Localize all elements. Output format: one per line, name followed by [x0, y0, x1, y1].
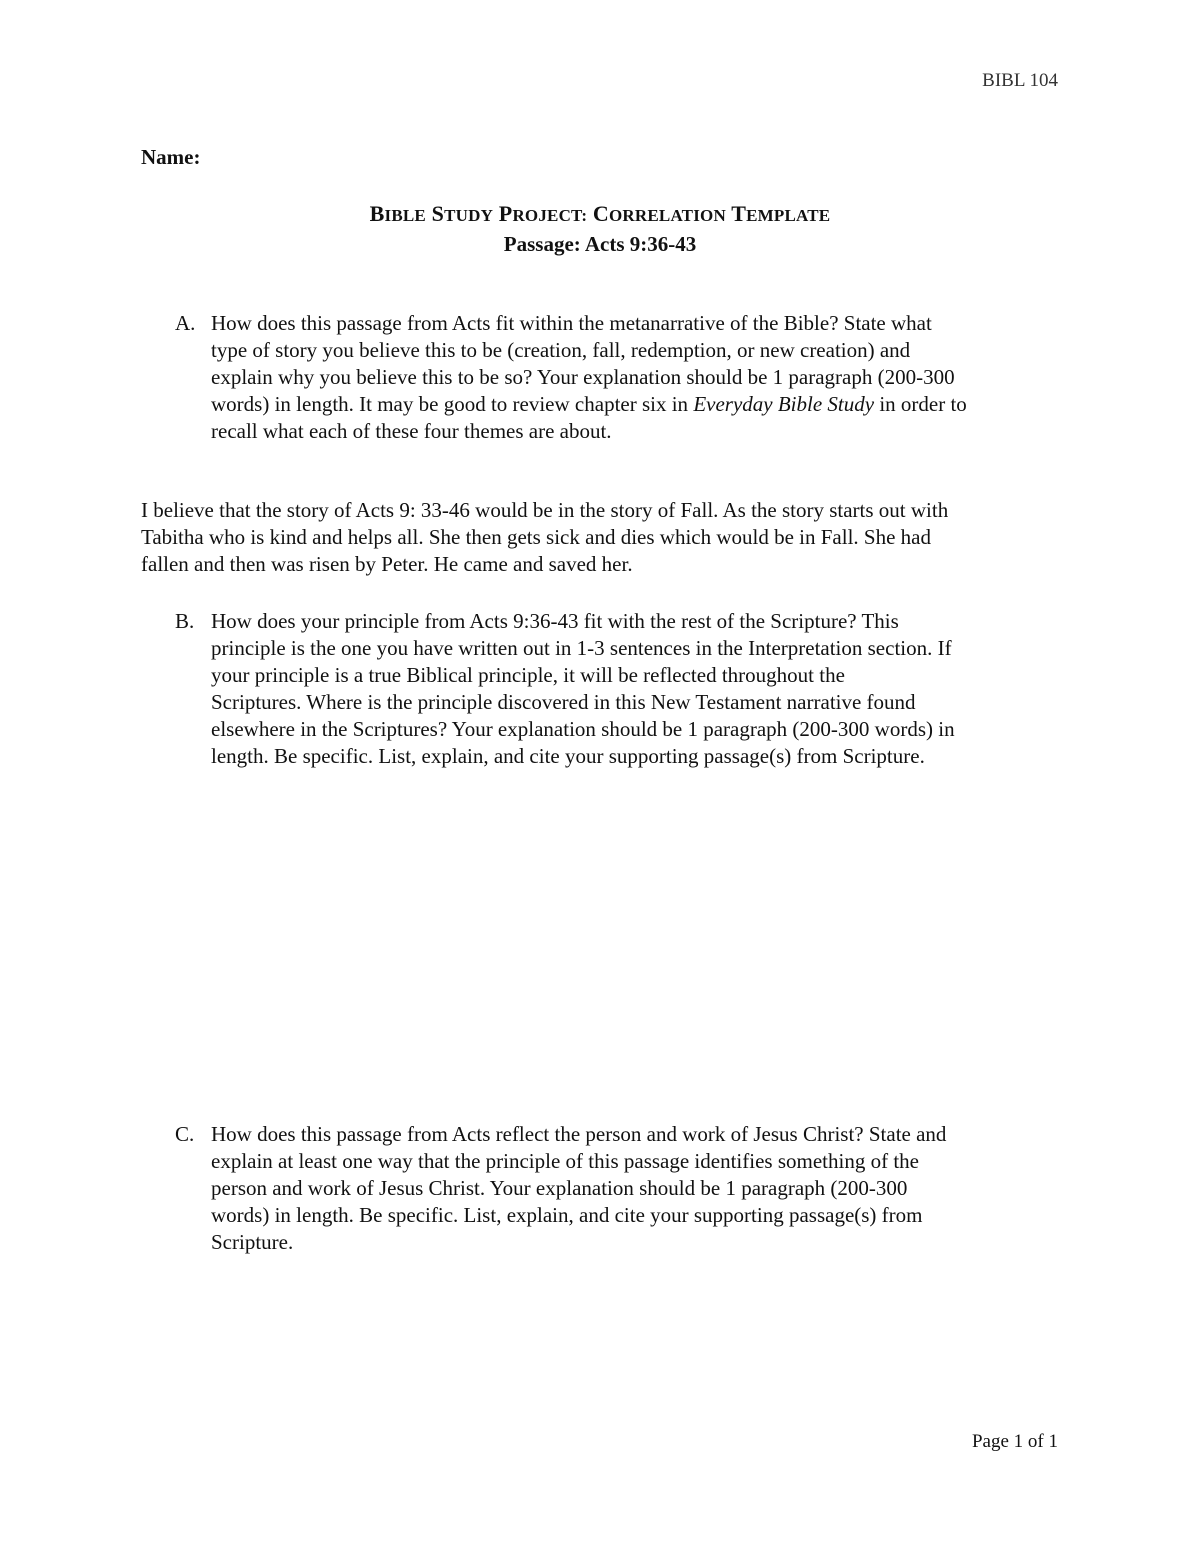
question-a-line: type of story you believe this to be (creation, fall, redemption, or new creation) and [211, 338, 911, 362]
question-c-line: person and work of Jesus Christ. Your explanation should be 1 paragraph (200-300 [211, 1176, 908, 1200]
title-word-4-rest: ORRELATION [609, 206, 726, 225]
question-b-line: your principle is a true Biblical principle, it will be reflected throughout the [211, 663, 845, 687]
question-b [141, 608, 1066, 770]
question-b-line: length. Be specific. List, explain, and cite your supporting passage(s) from Scripture. [211, 744, 925, 768]
question-c-line: explain at least one way that the principle of this passage identifies something of the [211, 1149, 919, 1173]
question-b-line: Scriptures. Where is the principle discovered in this New Testament narrative found [211, 690, 916, 714]
title-word-5-rest: EMPLATE [746, 206, 831, 225]
title-word-3-rest: ROJECT: [512, 206, 588, 225]
question-c-text [211, 1121, 1066, 1256]
question-b-letter: B. [175, 609, 195, 633]
title-block [0, 200, 1200, 258]
question-a-letter: A. [175, 311, 196, 335]
question-a-line: explain why you believe this to be so? Your explanation should be 1 paragraph (200-300 [211, 365, 955, 389]
question-a-line: recall what each of these four themes are about. [211, 419, 612, 443]
name-label: Name: [141, 145, 201, 169]
answer-a-line: Tabitha who is kind and helps all. She then gets sick and dies which would be in Fall. She had [141, 525, 931, 549]
document-title [0, 200, 1200, 230]
question-a-line: How does this passage from Acts fit within the metanarrative of the Bible? State what [211, 311, 932, 335]
passage-reference: Passage: Acts 9:36-43 [503, 232, 697, 256]
title-word-1-rest: IBLE [384, 206, 426, 225]
course-code: BIBL 104 [982, 70, 1058, 91]
answer-a [141, 497, 1066, 578]
question-c-line: Scripture. [211, 1230, 294, 1254]
question-a-line [211, 391, 1066, 418]
page-number: Page 1 of 1 [971, 1431, 1058, 1452]
title-word-3-initial: P [498, 201, 513, 226]
title-word-1-initial: B [369, 201, 385, 226]
question-c-line: words) in length. Be specific. List, explain, and cite your supporting passage(s) from [211, 1203, 923, 1227]
question-a-line4-end: in order to [874, 392, 967, 416]
question-b-text [211, 608, 1066, 770]
question-a-text [211, 310, 1066, 445]
title-word-4-initial: C [592, 201, 609, 226]
question-b-line: How does your principle from Acts 9:36-43 fit with the rest of the Scripture? This [211, 609, 899, 633]
question-b-line: principle is the one you have written out in 1-3 sentences in the Interpretation section. If [211, 636, 952, 660]
question-b-line: elsewhere in the Scriptures? Your explanation should be 1 paragraph (200-300 words) in [211, 717, 955, 741]
question-a [141, 310, 1066, 445]
question-a-line4-start: words) in length. It may be good to review chapter six in [211, 392, 694, 416]
title-word-5-initial: T [731, 201, 747, 226]
book-title: Everyday Bible Study [693, 392, 875, 416]
answer-a-line: I believe that the story of Acts 9: 33-46 would be in the story of Fall. As the story starts out with [141, 498, 949, 522]
question-c-line: How does this passage from Acts reflect the person and work of Jesus Christ? State and [211, 1122, 947, 1146]
title-word-2-rest: TUDY [444, 206, 494, 225]
title-word-2-initial: S [431, 201, 445, 226]
answer-a-line: fallen and then was risen by Peter. He came and saved her. [141, 552, 633, 576]
question-c [141, 1121, 1066, 1256]
question-c-letter: C. [175, 1122, 195, 1146]
